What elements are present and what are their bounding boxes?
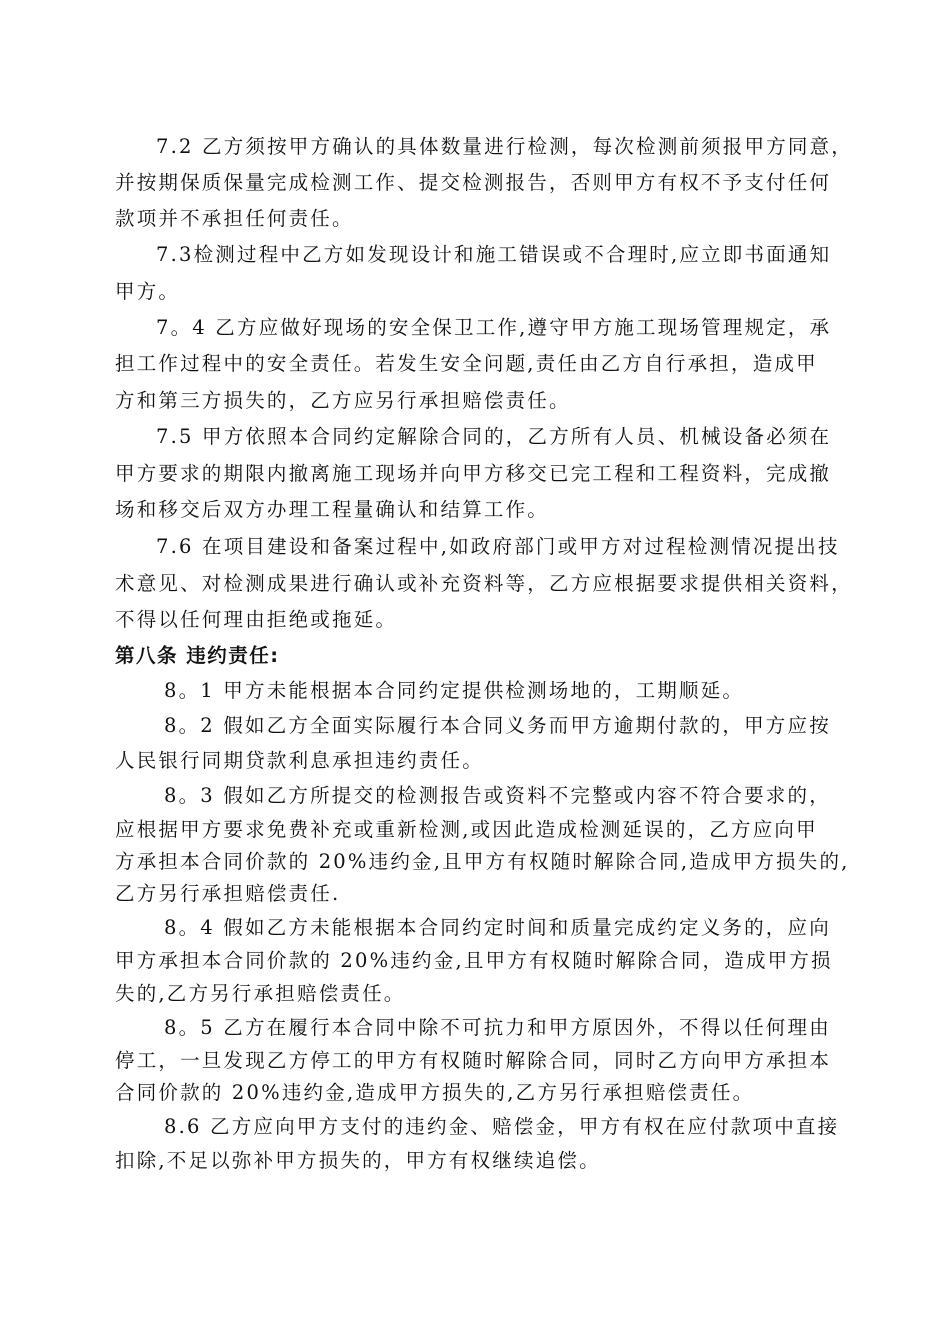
paragraph-7-4-line-2: 担工作过程中的安全责任。若发生安全问题,责任由乙方自行承担，造成甲: [115, 352, 818, 375]
paragraph-7-2-line-3: 款项并不承担任何责任。: [115, 207, 354, 230]
paragraph-7-3-line-2: 甲方。: [115, 280, 181, 303]
section-heading-article-8: 第八条 违约责任:: [115, 644, 280, 667]
paragraph-7-4-line-3: 方和第三方损失的，乙方应另行承担赔偿责任。: [115, 389, 571, 412]
paragraph-8-2-line-2: 人民银行同期贷款利息承担违约责任。: [115, 749, 484, 772]
paragraph-8-2-line-1: 8。2 假如乙方全面实际履行本合同义务而甲方逾期付款的，甲方应按: [164, 714, 831, 737]
paragraph-7-6-line-3: 不得以任何理由拒绝或拖延。: [115, 608, 398, 631]
paragraph-8-4-line-2: 甲方承担本合同价款的 20%违约金,且甲方有权随时解除合同，造成甲方损: [115, 949, 833, 972]
paragraph-8-4-line-3: 失的,乙方另行承担赔偿责任。: [115, 982, 406, 1005]
paragraph-8-5-line-1: 8。5 乙方在履行本合同中除不可抗力和甲方原因外，不得以任何理由: [164, 1016, 831, 1039]
paragraph-7-5-line-1: 7.5 甲方依照本合同约定解除合同的，乙方所有人员、机械设备必须在: [156, 425, 832, 448]
paragraph-7-6-line-1: 7.6 在项目建设和备案过程中,如政府部门或甲方对过程检测情况提出技: [156, 535, 840, 558]
paragraph-7-5-line-3: 场和移交后双方办理工程量确认和结算工作。: [115, 498, 550, 521]
paragraph-8-3-line-3: 方承担本合同价款的 20%违约金,且甲方有权随时解除合同,造成甲方损失的,: [115, 850, 850, 873]
paragraph-7-2-line-1: 7.2 乙方须按甲方确认的具体数量进行检测，每次检测前须报甲方同意，: [156, 135, 854, 158]
paragraph-8-5-line-2: 停工，一旦发现乙方停工的甲方有权随时解除合同，同时乙方向甲方承担本: [115, 1049, 832, 1072]
paragraph-8-3-line-1: 8。3 假如乙方所提交的检测报告或资料不完整或内容不符合要求的，: [164, 784, 831, 807]
paragraph-8-3-line-2: 应根据甲方要求免费补充或重新检测,或因此造成检测延误的，乙方应向甲: [115, 818, 818, 841]
paragraph-7-4-line-1: 7。4 乙方应做好现场的安全保卫工作,遵守甲方施工现场管理规定，承: [156, 316, 832, 339]
paragraph-8-1-line-1: 8。1 甲方未能根据本合同约定提供检测场地的，工期顺延。: [164, 679, 745, 702]
paragraph-8-5-line-3: 合同价款的 20%违约金,造成甲方损失的,乙方另行承担赔偿责任。: [115, 1081, 755, 1104]
paragraph-8-6-line-2: 扣除,不足以弥补甲方损失的，甲方有权继续追偿。: [115, 1149, 601, 1172]
paragraph-7-6-line-2: 术意见、对检测成果进行确认或补充资料等，乙方应根据要求提供相关资料，: [115, 572, 853, 595]
paragraph-7-2-line-2: 并按期保质保量完成检测工作、提交检测报告，否则甲方有权不予支付任何: [115, 171, 832, 194]
paragraph-7-5-line-2: 甲方要求的期限内撤离施工现场并向甲方移交已完工程和工程资料，完成撤: [115, 462, 832, 485]
paragraph-8-3-line-4: 乙方另行承担赔偿责任.: [115, 882, 341, 905]
paragraph-7-3-line-1: 7.3检测过程中乙方如发现设计和施工错误或不合理时,应立即书面通知: [156, 243, 832, 266]
paragraph-8-6-line-1: 8.6 乙方应向甲方支付的违约金、赔偿金，甲方有权在应付款项中直接: [164, 1115, 840, 1138]
paragraph-8-4-line-1: 8。4 假如乙方未能根据本合同约定时间和质量完成约定义务的，应向: [164, 916, 831, 939]
